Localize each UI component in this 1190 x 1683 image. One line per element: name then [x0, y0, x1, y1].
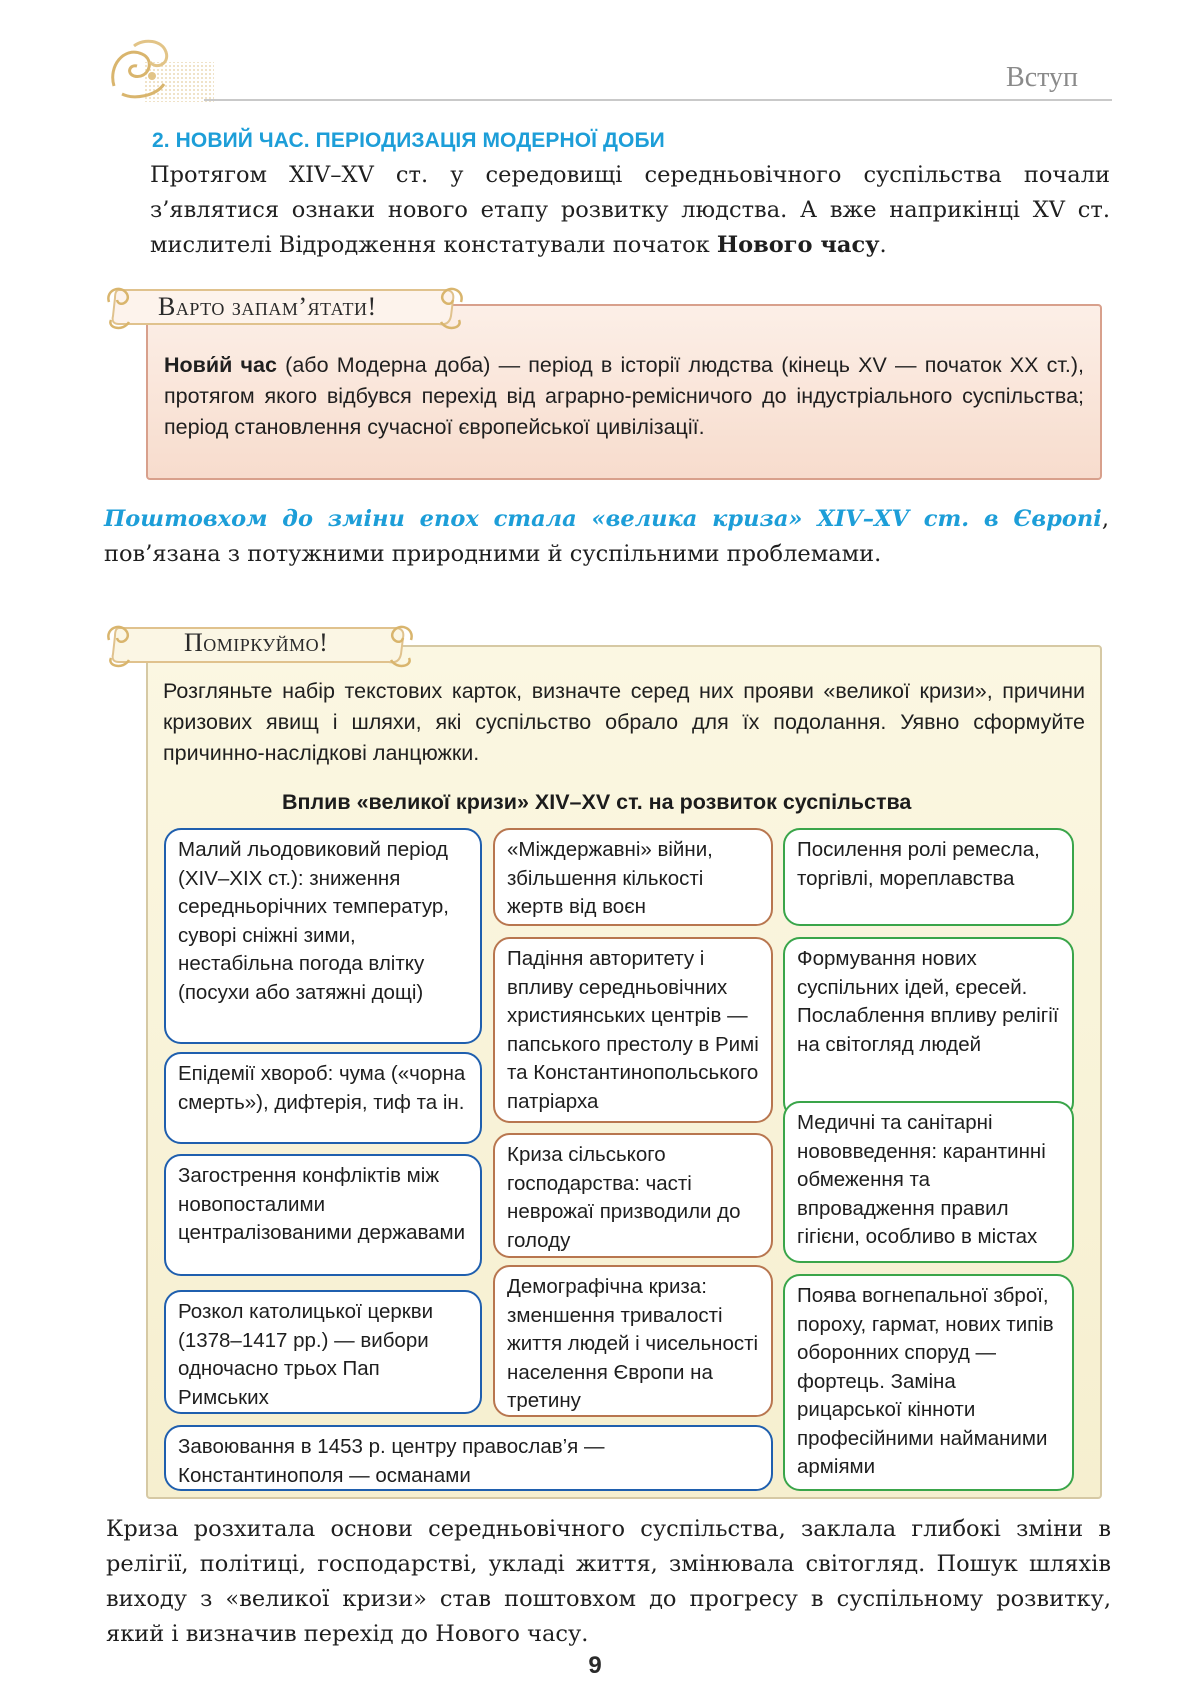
- card-new-ideas: Формування нових суспільних ідей, єресей. Послаблення впливу релігії на світогляд людей: [783, 937, 1074, 1119]
- remember-definition: [164, 350, 1084, 443]
- transition-highlight: Поштовхом до зміни епох стала «велика криза» XIV–XV ст. в Європі: [104, 506, 1102, 532]
- card-epidemics: Епідемії хвороб: чума («чорна смерть»), дифтерія, тиф та ін.: [164, 1052, 482, 1144]
- card-interstate-wars: «Міждержавні» війни, збільшення кількості жертв від воєн: [493, 828, 773, 926]
- section-heading: 2. НОВИЙ ЧАС. ПЕРІОДИЗАЦІЯ МОДЕРНОЇ ДОБИ: [152, 129, 665, 152]
- conclusion-paragraph: [106, 1512, 1111, 1652]
- definition-text: (або Модерна доба) — період в історії людства (кінець XV — початок XX ст.), протягом якого відбувся перехід від аграрно-ремісничого до індустріального суспільства; період становлення сучасної європейської цивілізації.: [164, 353, 1084, 439]
- intro-end: .: [879, 232, 887, 258]
- card-constantinople-conquest: Завоювання в 1453 р. центру православ’я — Константинополя — османами: [164, 1425, 773, 1491]
- diagram-title: Вплив «великої кризи» XIV–XV ст. на розвиток суспільства: [282, 790, 912, 814]
- intro-paragraph: [150, 158, 1110, 263]
- card-authority-decline: Падіння авторитету і впливу середньовічних християнських центрів — папського престолу в Римі та Константинопольського патріарха: [493, 937, 773, 1123]
- running-header: Вступ: [1006, 62, 1078, 93]
- card-agriculture-crisis: Криза сільського господарства: часті неврожаї призводили до голоду: [493, 1133, 773, 1258]
- page-number: 9: [588, 1652, 602, 1679]
- card-firearms: Поява вогнепальної зброї, пороху, гармат, нових типів оборонних споруд — фортець. Заміна рицарської кінноти професійними найманими арміями: [783, 1274, 1074, 1491]
- intro-text: Протягом XIV–XV ст. у середовищі середньовічного суспільства почали з’являтися ознаки нового етапу розвитку людства. А вже наприкінці XV ст. мислителі Відродження констатували початок: [150, 162, 1110, 258]
- card-little-ice-age: Малий льодовиковий період (XIV–XIX ст.): зниження середньорічних температур, суворі сніжні зими, нестабільна погода влітку (посухи або затяжні дощі): [164, 828, 482, 1044]
- think-title: Поміркуймо!: [184, 628, 329, 657]
- floral-ornament-icon: [104, 36, 214, 104]
- card-state-conflicts: Загострення конфліктів між новопосталими централізованими державами: [164, 1154, 482, 1276]
- card-church-schism: Розкол католицької церкви (1378–1417 рр.) — вибори одночасно трьох Пап Римських: [164, 1290, 482, 1414]
- card-demographic-crisis: Демографічна криза: зменшення тривалості життя людей і чисельності населення Європи на третину: [493, 1265, 773, 1417]
- transition-paragraph: [104, 502, 1109, 572]
- conclusion-text: Криза розхитала основи середньовічного суспільства, заклала глибокі зміни в релігії, політиці, господарстві, укладі життя, змінювала світогляд. Пошук шляхів виходу з «великої кризи» став поштовхом до прогресу в суспільному розвитку, який і визначив перехід до Нового часу.: [106, 1516, 1111, 1647]
- intro-bold-term: Нового часу: [716, 232, 880, 258]
- transition-text: , пов’язана з потужними природними й суспільними проблемами.: [104, 506, 1109, 567]
- remember-title: Варто запам’ятати!: [158, 292, 377, 321]
- think-task-text: Розгляньте набір текстових карток, визначте серед них прояви «великої кризи», причини кризових явищ і шляхи, які суспільство обрало для їх подолання. Уявно сформуйте причинно-наслідкові ланцюжки.: [163, 679, 1085, 765]
- card-medical-innovations: Медичні та санітарні нововведення: карантинні обмеження та впровадження правил гігієни, особливо в містах: [783, 1101, 1074, 1263]
- definition-term: Нови́й час: [164, 353, 277, 377]
- think-task: [163, 676, 1085, 769]
- header-divider: [204, 99, 1112, 101]
- card-crafts-trade: Посилення ролі ремесла, торгівлі, мореплавства: [783, 828, 1074, 926]
